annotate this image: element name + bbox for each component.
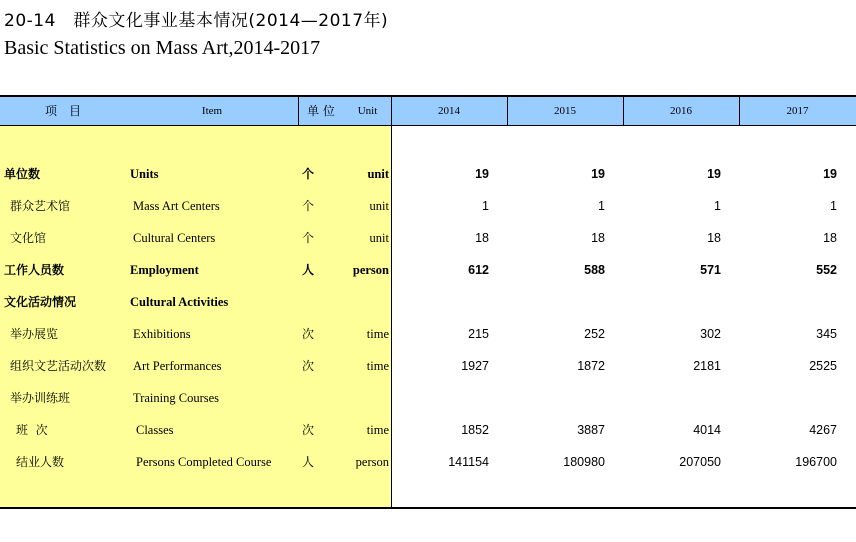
- value-2015: 180980: [563, 455, 605, 469]
- value-2015: 1: [598, 199, 605, 213]
- table-row: [0, 318, 856, 350]
- value-2014: 19: [475, 167, 489, 181]
- value-2016: 18: [707, 231, 721, 245]
- row-label-cn: 班 次: [16, 423, 48, 437]
- row-label-en: Persons Completed Course: [136, 455, 272, 469]
- value-2014: 141154: [448, 455, 489, 469]
- header-year-2016: 2016: [670, 105, 692, 117]
- table-bottom-rule: [0, 507, 856, 509]
- row-unit-cn: 次: [302, 423, 315, 437]
- table-row: [0, 222, 856, 254]
- table-row: [0, 350, 856, 382]
- value-2016: 4014: [693, 423, 721, 437]
- table-row: [0, 190, 856, 222]
- row-unit-cn: 人: [302, 455, 315, 469]
- value-2016: 302: [700, 327, 721, 341]
- row-label-en: Cultural Activities: [130, 295, 229, 309]
- header-unit-en: Unit: [357, 105, 378, 117]
- row-unit-cn: 个: [302, 167, 315, 181]
- value-2016: 571: [700, 263, 721, 277]
- page-title-english: Basic Statistics on Mass Art,2014-2017: [4, 37, 321, 59]
- row-label-cn: 结业人数: [16, 455, 65, 469]
- row-label-cn: 举办展览: [10, 327, 59, 341]
- value-2017: 345: [816, 327, 837, 341]
- row-label-cn: 举办训练班: [10, 391, 71, 405]
- value-2017: 552: [816, 263, 837, 277]
- row-unit-en: unit: [369, 231, 389, 245]
- header-year-2014: 2014: [438, 105, 460, 117]
- row-unit-en: time: [366, 327, 389, 341]
- row-unit-en: time: [366, 359, 389, 373]
- value-2015: 3887: [577, 423, 605, 437]
- value-2015: 588: [584, 263, 605, 277]
- value-2017: 4267: [809, 423, 837, 437]
- row-unit-cn: 个: [302, 199, 315, 213]
- row-unit-en: time: [366, 423, 389, 437]
- value-2017: 1: [830, 199, 837, 213]
- row-unit-en: unit: [369, 199, 389, 213]
- table-row: [0, 254, 856, 286]
- value-2016: 19: [707, 167, 721, 181]
- row-label-en: Mass Art Centers: [133, 199, 220, 213]
- value-2016: 2181: [693, 359, 721, 373]
- row-label-en: Units: [130, 167, 159, 181]
- value-2016: 207050: [679, 455, 721, 469]
- value-2015: 252: [584, 327, 605, 341]
- row-unit-cn: 个: [302, 231, 315, 245]
- value-2014: 1927: [461, 359, 489, 373]
- header-unit-cn: 单 位: [307, 104, 335, 118]
- value-2015: 1872: [577, 359, 605, 373]
- row-unit-cn: 人: [302, 263, 315, 277]
- value-2014: 1: [482, 199, 489, 213]
- page-title-chinese: 20-14 群众文化事业基本情况(2014—2017年): [4, 11, 389, 31]
- row-unit-en: unit: [367, 167, 389, 181]
- row-label-cn: 文化活动情况: [4, 295, 77, 309]
- value-2017: 18: [823, 231, 837, 245]
- table-row: [0, 382, 856, 414]
- row-label-cn: 工作人员数: [4, 263, 65, 277]
- row-label-en: Employment: [130, 263, 199, 277]
- row-label-en: Art Performances: [133, 359, 222, 373]
- row-unit-en: person: [355, 455, 389, 469]
- value-2017: 2525: [809, 359, 837, 373]
- header-year-2017: 2017: [786, 105, 809, 117]
- value-2015: 19: [591, 167, 605, 181]
- value-2014: 18: [475, 231, 489, 245]
- value-2014: 1852: [461, 423, 489, 437]
- header-year-2015: 2015: [554, 105, 576, 117]
- value-2016: 1: [714, 199, 721, 213]
- row-label-cn: 文化馆: [10, 231, 47, 245]
- value-2015: 18: [591, 231, 605, 245]
- value-2014: 215: [468, 327, 489, 341]
- table-row: [0, 286, 856, 318]
- value-2017: 196700: [795, 455, 837, 469]
- row-label-cn: 群众艺术馆: [10, 199, 71, 213]
- row-label-en: Classes: [136, 423, 174, 437]
- row-label-en: Training Courses: [133, 391, 220, 405]
- value-2017: 19: [823, 167, 837, 181]
- table-row: [0, 446, 856, 478]
- row-label-en: Exhibitions: [133, 327, 191, 341]
- row-label-cn: 单位数: [4, 167, 41, 181]
- header-item-en: Item: [201, 105, 223, 117]
- value-2014: 612: [468, 263, 489, 277]
- table-row: [0, 414, 856, 446]
- row-label-en: Cultural Centers: [133, 231, 216, 245]
- header-item-cn: 项 目: [44, 104, 81, 118]
- table-row: [0, 158, 856, 190]
- row-label-cn: 组织文艺活动次数: [10, 359, 107, 373]
- row-unit-cn: 次: [302, 359, 315, 373]
- row-unit-en: person: [352, 263, 389, 277]
- row-unit-cn: 次: [302, 327, 315, 341]
